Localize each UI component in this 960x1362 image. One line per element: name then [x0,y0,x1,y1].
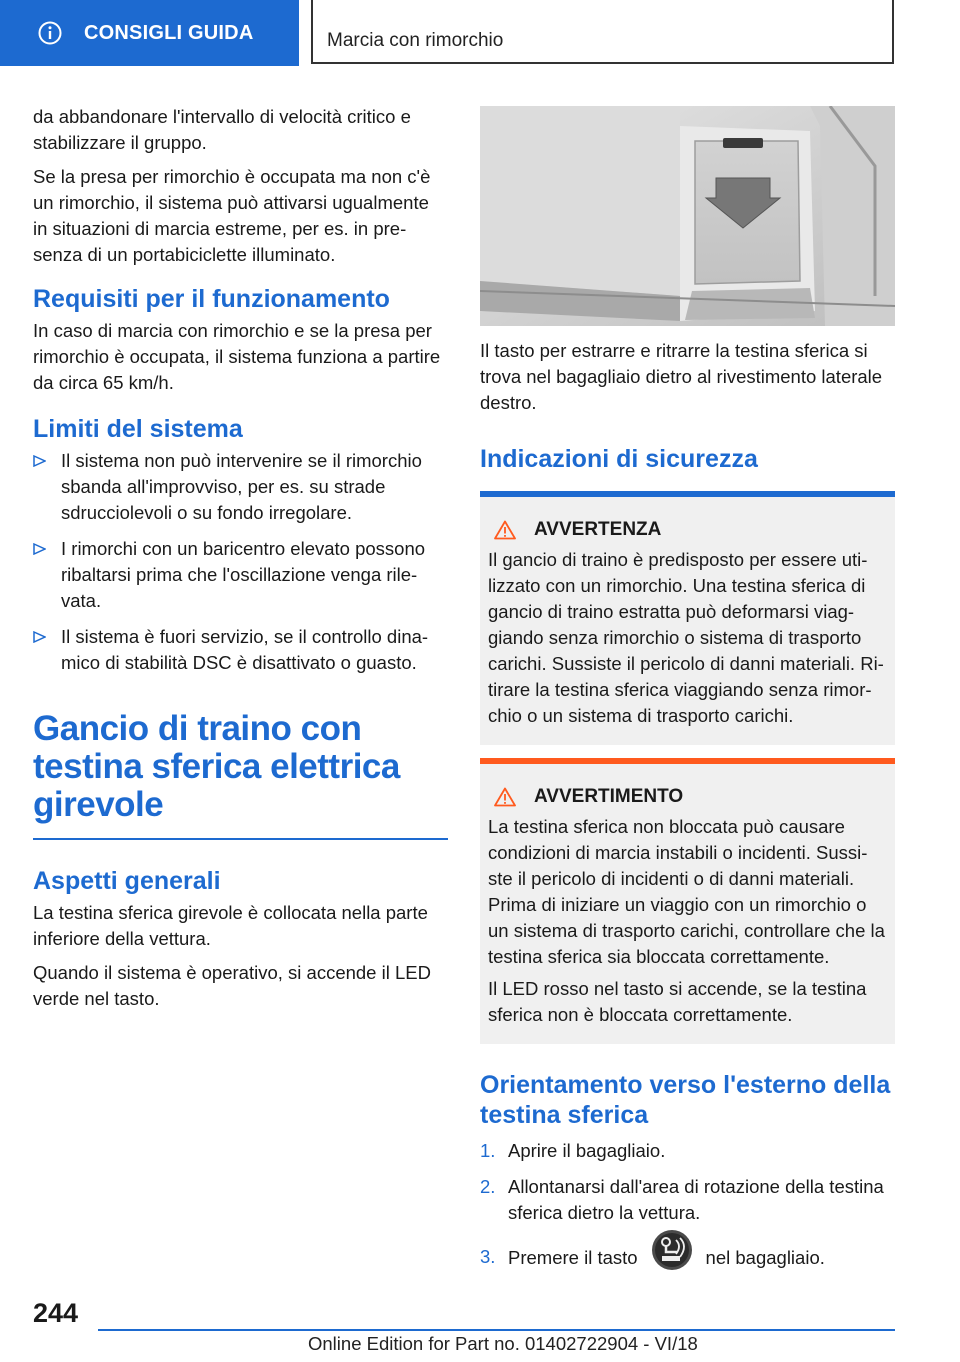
chapter-title: Marcia con rimorchio [327,30,504,51]
footer-divider [98,1329,895,1331]
triangle-bullet-icon [33,543,46,555]
triangle-bullet-icon [33,455,46,467]
step-number: 2. [480,1176,496,1197]
step-number: 1. [480,1140,496,1161]
intro-paragraph-2: Se la presa per rimorchio è occupata ma non c'è un rimorchio, il sistema può attivarsi ugualmente in situazioni di marcia estreme, per es. in pre-senza di un portabiciclette illuminato. [33,166,431,265]
sicurezza-heading: Indicazioni di sicurezza [480,445,758,473]
photo-caption: Il tasto per estrarre e ritrarre la testina sferica si trova nel bagagliaio dietro al rivestimento laterale destro. [480,340,883,413]
avvertimento-paragraph-1: La testina sferica non bloccata può causare condizioni di marcia instabili o incidenti. Sussi-ste il pericolo di incidenti o di danni materiali. Prima di iniziare un viaggio con un rimorchio o un sistema di trasporto carichi, controllare che la testina sferica sia bloccata correttamente. [488,816,885,967]
aspetti-heading: Aspetti generali [33,867,221,895]
avvertimento-title: AVVERTIMENTO [534,786,684,807]
step-text-end: nel bagagliaio. [705,1247,825,1268]
heading-divider [33,838,448,840]
warning-triangle-icon [494,520,516,540]
warning-triangle-icon [494,787,516,807]
section-label: CONSIGLI GUIDA [84,21,254,44]
orientamento-section [480,1070,895,1282]
requisiti-text: In caso di marcia con rimorchio e se la presa per rimorchio è occupata, il sistema funziona a partire da circa 65 km/h. [33,320,441,393]
limiti-item: Il sistema non può intervenire se il rimorchio sbanda all'improvviso, per es. su strade sdrucciolevoli o su fondo irregolare. [61,450,422,523]
list-item [33,536,448,614]
aspetti-paragraph-1: La testina sferica girevole è collocata nella parte inferiore della vettura. [33,902,428,949]
page-number: 244 [33,1298,79,1328]
avvertenza-box [480,491,895,745]
limiti-item: Il sistema è fuori servizio, se il controllo dina-mico di stabilità DSC è disattivato o guasto. [61,626,429,673]
avvertimento-box [480,758,895,1044]
list-item [33,624,448,676]
info-icon [38,21,62,45]
step-text: Aprire il bagagliaio. [508,1140,666,1161]
aspetti-paragraph-2: Quando il sistema è operativo, si accende il LED verde nel tasto. [33,962,431,1009]
orientamento-heading: Orientamento verso l'esterno della testina sferica [480,1071,891,1129]
gancio-heading: Gancio di traino con testina sferica elettrica girevole [33,709,400,824]
limiti-item: I rimorchi con un baricentro elevato possono ribaltarsi prima che l'oscillazione venga rile-vata. [61,538,426,611]
list-item [480,1244,895,1272]
intro-paragraph-1: da abbandonare l'intervallo di velocità critico e stabilizzare il gruppo. [33,106,411,153]
list-item [480,1138,895,1164]
avvertimento-paragraph-2: Il LED rosso nel tasto si accende, se la testina sferica non è bloccata correttamente. [488,978,867,1025]
list-item [33,448,448,526]
avvertenza-title: AVVERTENZA [534,519,662,540]
section-tab[interactable] [0,0,299,66]
triangle-bullet-icon [33,631,46,643]
step-number: 3. [480,1246,496,1267]
tow-hitch-button-icon [650,1228,694,1272]
photo-caption-block [480,338,895,478]
trunk-photo [480,106,895,326]
limiti-heading: Limiti del sistema [33,415,243,443]
chapter-header [311,0,894,64]
requisiti-heading: Requisiti per il funzionamento [33,285,390,313]
footer-edition: Online Edition for Part no. 01402722904 - VI/18 [308,1333,698,1354]
left-column [33,104,448,1020]
list-item [480,1174,895,1226]
avvertenza-text: Il gancio di traino è predisposto per essere uti-lizzato con un rimorchio. Una testina sferica di gancio di traino estratta può deformarsi viag-giando senza rimorchio o sistema di trasporto carichi. Sussiste il pericolo di danni materiali. Ri-tirare la testina sferica viaggiando senza rimor-chio o un sistema di trasporto carichi. [488,549,884,726]
step-text: Allontanarsi dall'area di rotazione della testina sferica dietro la vettura. [508,1176,884,1223]
step-text: Premere il tasto [508,1247,638,1268]
